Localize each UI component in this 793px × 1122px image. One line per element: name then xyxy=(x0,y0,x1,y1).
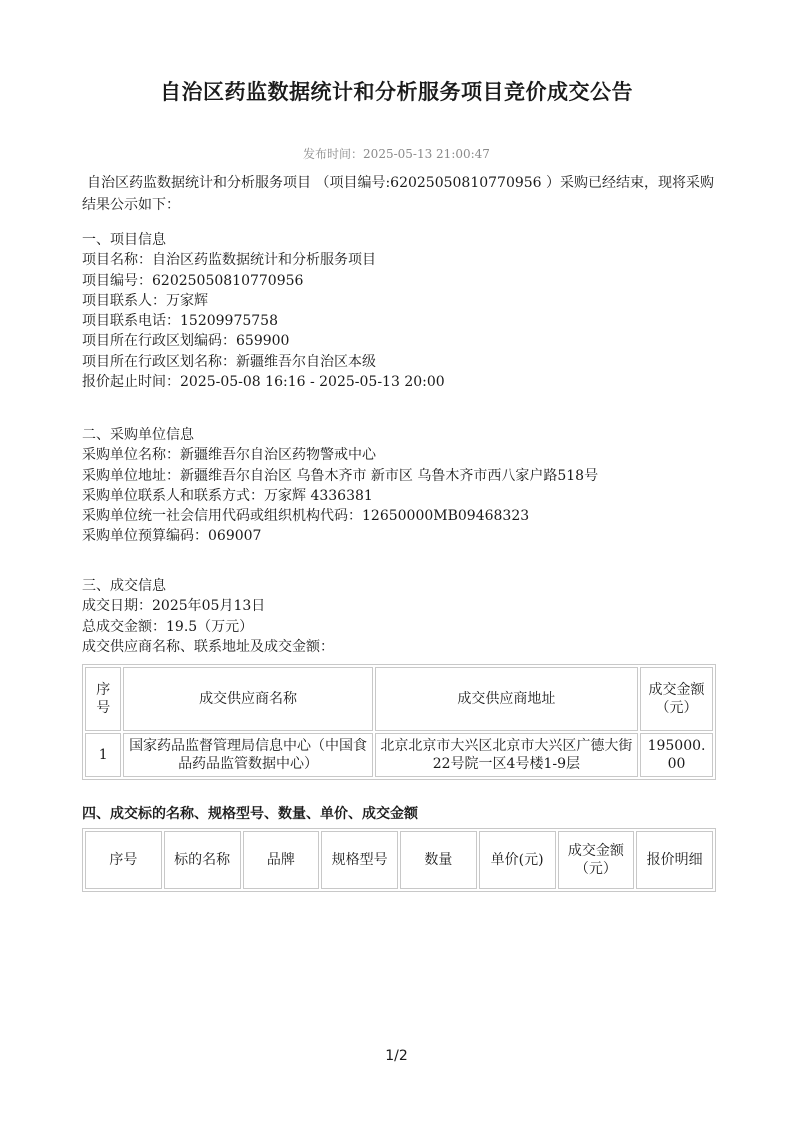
purchaser-contact: 采购单位联系人和联系方式：万家辉 4336381 xyxy=(82,487,373,504)
col-header-item-name: 标的名称 xyxy=(164,831,241,889)
col-header-quantity: 数量 xyxy=(400,831,477,889)
section-title: 二、采购单位信息 xyxy=(82,427,194,443)
col-header-spec: 规格型号 xyxy=(321,831,398,889)
intro-paragraph: 自治区药监数据统计和分析服务项目 （项目编号:62025050810770956 ）采购已经结束，现将采购结果公示如下： xyxy=(82,175,715,213)
section-purchaser-info xyxy=(82,425,722,547)
section-title: 三、成交信息 xyxy=(82,578,166,594)
table-row xyxy=(85,733,713,777)
col-header-quote-detail: 报价明细 xyxy=(636,831,713,889)
page-title: 自治区药监数据统计和分析服务项目竞价成交公告 xyxy=(160,79,633,104)
supplier-list-label: 成交供应商名称、联系地址及成交金额： xyxy=(82,638,334,655)
col-header-index: 序号 xyxy=(85,831,162,889)
col-header-supplier-name: 成交供应商名称 xyxy=(123,667,372,731)
purchaser-budget-code: 采购单位预算编码：069007 xyxy=(82,528,262,545)
deal-date: 成交日期：2025年05月13日 xyxy=(82,598,266,615)
cell-amount: 195000.00 xyxy=(640,733,713,777)
section-deal-info xyxy=(82,576,722,657)
cell-supplier-name: 国家药品监督管理局信息中心（中国食品药品监管数据中心） xyxy=(123,733,372,777)
table-header-row xyxy=(85,667,713,731)
project-contact: 项目联系人：万家辉 xyxy=(82,292,208,309)
project-name: 项目名称：自治区药监数据统计和分析服务项目 xyxy=(82,252,376,269)
purchaser-address: 采购单位地址：新疆维吾尔自治区 乌鲁木齐市 新市区 乌鲁木齐市西八家户路518号 xyxy=(82,467,599,484)
section-title: 四、成交标的名称、规格型号、数量、单价、成交金额 xyxy=(82,806,418,822)
section-title: 一、项目信息 xyxy=(82,232,166,248)
page-number: 1/2 xyxy=(385,1048,408,1064)
supplier-table xyxy=(82,664,716,780)
quote-period: 报价起止时间：2025-05-08 16:16 - 2025-05-13 20:00 xyxy=(82,374,445,391)
table-header-row xyxy=(85,831,713,889)
section-items xyxy=(82,804,722,824)
region-name: 项目所在行政区划名称：新疆维吾尔自治区本级 xyxy=(82,353,376,370)
project-number: 项目编号：62025050810770956 xyxy=(82,272,304,289)
col-header-amount: 成交金额（元） xyxy=(640,667,713,731)
region-code: 项目所在行政区划编码：659900 xyxy=(82,333,290,350)
project-phone: 项目联系电话：15209975758 xyxy=(82,313,278,330)
col-header-supplier-address: 成交供应商地址 xyxy=(375,667,638,731)
purchaser-credit-code: 采购单位统一社会信用代码或组织机构代码：12650000MB09468323 xyxy=(82,508,530,525)
col-header-index: 序号 xyxy=(85,667,121,731)
cell-index: 1 xyxy=(85,733,121,777)
purchaser-name: 采购单位名称：新疆维吾尔自治区药物警戒中心 xyxy=(82,447,376,464)
col-header-amount: 成交金额（元） xyxy=(558,831,635,889)
items-table xyxy=(82,828,716,892)
section-project-info xyxy=(82,230,722,392)
publish-time: 发布时间：2025-05-13 21:00:47 xyxy=(303,147,490,161)
col-header-unit-price: 单价(元) xyxy=(479,831,556,889)
total-amount: 总成交金额：19.5（万元） xyxy=(82,618,254,635)
col-header-brand: 品牌 xyxy=(243,831,320,889)
cell-supplier-address: 北京北京市大兴区北京市大兴区广德大街22号院一区4号楼1-9层 xyxy=(375,733,638,777)
